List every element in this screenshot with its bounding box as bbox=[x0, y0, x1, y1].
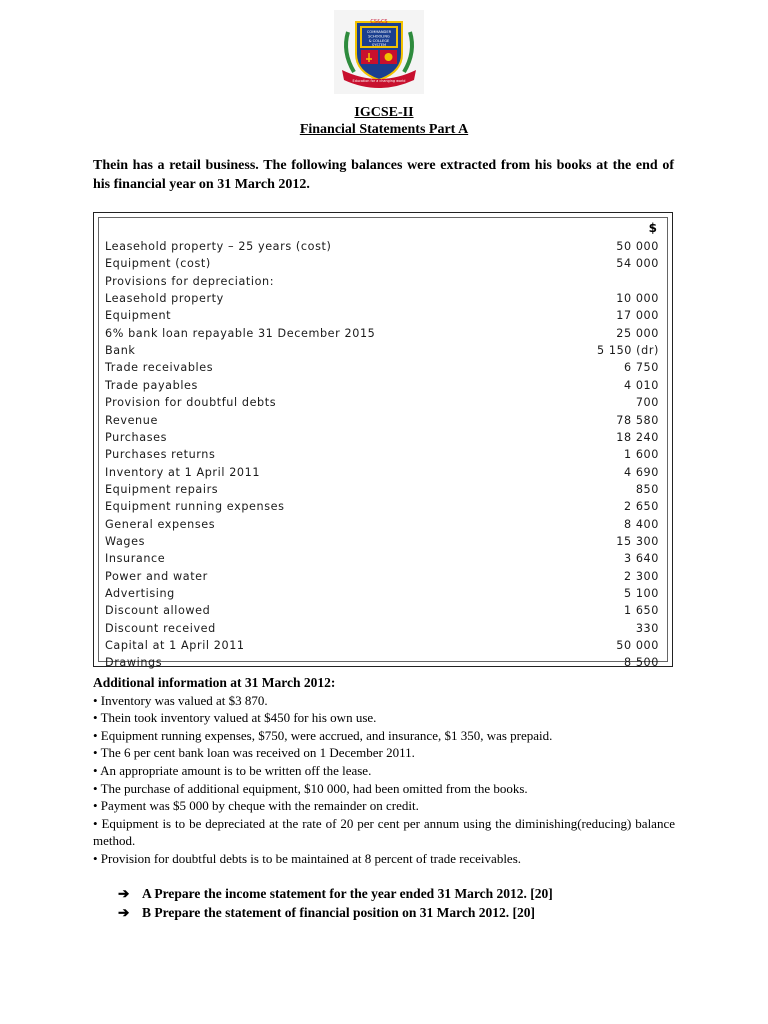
ledger-label: Capital at 1 April 2011 bbox=[105, 639, 245, 653]
ledger-row bbox=[105, 500, 659, 517]
additional-information bbox=[93, 674, 675, 868]
ledger-row bbox=[105, 466, 659, 483]
ledger-amount: 330 bbox=[635, 621, 659, 635]
logo-text-top: CS&CS bbox=[370, 19, 388, 25]
ledger-amount: 5 150 (dr) bbox=[596, 344, 659, 358]
ledger-amount: 2 650 bbox=[623, 500, 659, 514]
ledger-label: Inventory at 1 April 2011 bbox=[105, 465, 261, 479]
task-list bbox=[118, 884, 678, 922]
ledger-row bbox=[105, 604, 659, 621]
ledger-amount: 18 240 bbox=[616, 430, 659, 444]
ledger-row bbox=[105, 361, 659, 378]
ledger-amount: 17 000 bbox=[616, 309, 659, 323]
ledger-row bbox=[105, 639, 659, 656]
ledger-label: Drawings bbox=[105, 656, 163, 670]
ledger-row bbox=[105, 570, 659, 587]
ledger-row bbox=[105, 448, 659, 465]
ledger-amount: 15 300 bbox=[616, 534, 659, 548]
ledger-label: Discount allowed bbox=[105, 604, 211, 618]
ledger-amount: 5 100 bbox=[623, 587, 659, 600]
ledger-label: Leasehold property – 25 years (cost) bbox=[105, 240, 332, 253]
logo-text-line: & COLLEGE bbox=[368, 39, 390, 43]
ledger-row bbox=[105, 483, 659, 500]
ledger-row bbox=[105, 656, 659, 673]
additional-item: • The purchase of additional equipment, $10 000, had been omitted from the books. bbox=[93, 780, 528, 796]
task-text: A Prepare the income statement for the year ended 31 March 2012. [20] bbox=[142, 886, 553, 901]
ledger-amount: 1 600 bbox=[623, 448, 659, 462]
ledger-label: General expenses bbox=[105, 517, 216, 531]
ledger-amount: 850 bbox=[635, 482, 659, 496]
ledger-amount: 1 650 bbox=[623, 604, 659, 618]
ledger-row bbox=[105, 257, 659, 274]
additional-item: • Inventory was valued at $3 870. bbox=[93, 692, 268, 708]
ledger-amount: 3 640 bbox=[623, 552, 659, 566]
balances-table bbox=[93, 212, 673, 670]
ledger-row bbox=[105, 535, 659, 552]
ledger-amount: 78 580 bbox=[616, 413, 659, 427]
ledger-row bbox=[105, 552, 659, 569]
ledger-label: Advertising bbox=[105, 587, 175, 600]
ledger-label: Equipment bbox=[105, 309, 172, 323]
page-subtitle: Financial Statements Part A bbox=[299, 122, 469, 137]
ledger-row bbox=[105, 379, 659, 396]
ledger-amount: 8 400 bbox=[623, 517, 659, 531]
additional-item: • The 6 per cent bank loan was received on 1 December 2011. bbox=[93, 745, 415, 761]
ledger-label: Insurance bbox=[105, 552, 166, 566]
ledger-amount: 700 bbox=[635, 396, 659, 410]
additional-item: • Equipment is to be depreciated at the rate of 20 per cent per annum using the diminishing(reducing) balance method. bbox=[93, 815, 675, 849]
ledger-label: Power and water bbox=[105, 569, 208, 583]
ledger-amount: 50 000 bbox=[616, 639, 659, 653]
ledger-label: Trade payables bbox=[105, 378, 198, 392]
ledger-row bbox=[105, 414, 659, 431]
ledger-label: Wages bbox=[105, 534, 146, 548]
ledger-label: Provision for doubtful debts bbox=[105, 396, 277, 410]
ledger-row bbox=[105, 309, 659, 326]
ledger-amount: 4 690 bbox=[623, 465, 659, 479]
task-b bbox=[118, 903, 678, 922]
ledger-row bbox=[105, 518, 659, 535]
balances-table-frame bbox=[98, 217, 668, 670]
ledger-label: 6% bank loan repayable 31 December 2015 bbox=[105, 326, 376, 340]
right-arrow-icon: ➔ bbox=[118, 886, 130, 901]
ledger-label: Discount received bbox=[105, 621, 216, 635]
ledger-label: Purchases returns bbox=[105, 448, 216, 462]
ledger-amount: 4 010 bbox=[623, 378, 659, 392]
ledger-row bbox=[105, 344, 659, 361]
ledger-row bbox=[105, 396, 659, 413]
ledger-amount: 25 000 bbox=[616, 326, 659, 340]
ledger-row bbox=[105, 622, 659, 639]
ledger-amount: 50 000 bbox=[616, 240, 659, 253]
logo-motto: Education for a changing world bbox=[352, 79, 406, 83]
ledger-label: Trade receivables bbox=[105, 361, 214, 375]
course-title: IGCSE-II bbox=[354, 105, 414, 120]
intro-paragraph: Thein has a retail business. The following balances were extracted from his books at the end of his financial year on 31 March 2012. bbox=[93, 158, 674, 192]
ledger-amount: 54 000 bbox=[616, 257, 659, 271]
additional-item: • Payment was $5 000 by cheque with the remainder on credit. bbox=[93, 798, 419, 814]
logo-text-line: SCHOOLING bbox=[368, 34, 390, 39]
ledger-row bbox=[105, 587, 659, 604]
task-a bbox=[118, 884, 678, 903]
ledger-label: Provisions for depreciation: bbox=[105, 274, 275, 288]
title-block bbox=[0, 104, 768, 138]
school-crest-logo bbox=[334, 10, 424, 94]
ledger-row bbox=[105, 275, 659, 292]
ledger-row bbox=[105, 292, 659, 309]
ledger-amount: 2 300 bbox=[623, 569, 659, 583]
logo-text-line: COMMANDER bbox=[366, 30, 392, 34]
ledger-row bbox=[105, 240, 659, 257]
logo-text-line: SYSTEM bbox=[371, 43, 387, 47]
ledger-label: Revenue bbox=[105, 413, 158, 427]
ledger-label: Leasehold property bbox=[105, 292, 224, 306]
ledger-label: Equipment (cost) bbox=[105, 257, 211, 271]
ledger-amount: 8 500 bbox=[623, 656, 659, 670]
ledger-label: Equipment repairs bbox=[105, 482, 219, 496]
ledger-amount: 6 750 bbox=[623, 361, 659, 375]
additional-item: • Provision for doubtful debts is to be maintained at 8 percent of trade receivables. bbox=[93, 850, 522, 866]
right-arrow-icon: ➔ bbox=[118, 905, 130, 920]
ledger-label: Equipment running expenses bbox=[105, 500, 285, 514]
currency-header: $ bbox=[648, 221, 657, 235]
ledger-label: Bank bbox=[105, 344, 136, 358]
additional-item: • Thein took inventory valued at $450 for his own use. bbox=[93, 710, 377, 726]
additional-item: • An appropriate amount is to be written off the lease. bbox=[93, 762, 372, 778]
additional-heading: Additional information at 31 March 2012: bbox=[93, 675, 336, 690]
ledger-row bbox=[105, 327, 659, 344]
ledger-amount: 10 000 bbox=[616, 292, 659, 306]
ledger-row bbox=[105, 431, 659, 448]
additional-item: • Equipment running expenses, $750, were accrued, and insurance, $1 350, was prepaid. bbox=[93, 727, 553, 743]
ledger-label: Purchases bbox=[105, 430, 168, 444]
task-text: B Prepare the statement of financial position on 31 March 2012. [20] bbox=[142, 905, 535, 920]
